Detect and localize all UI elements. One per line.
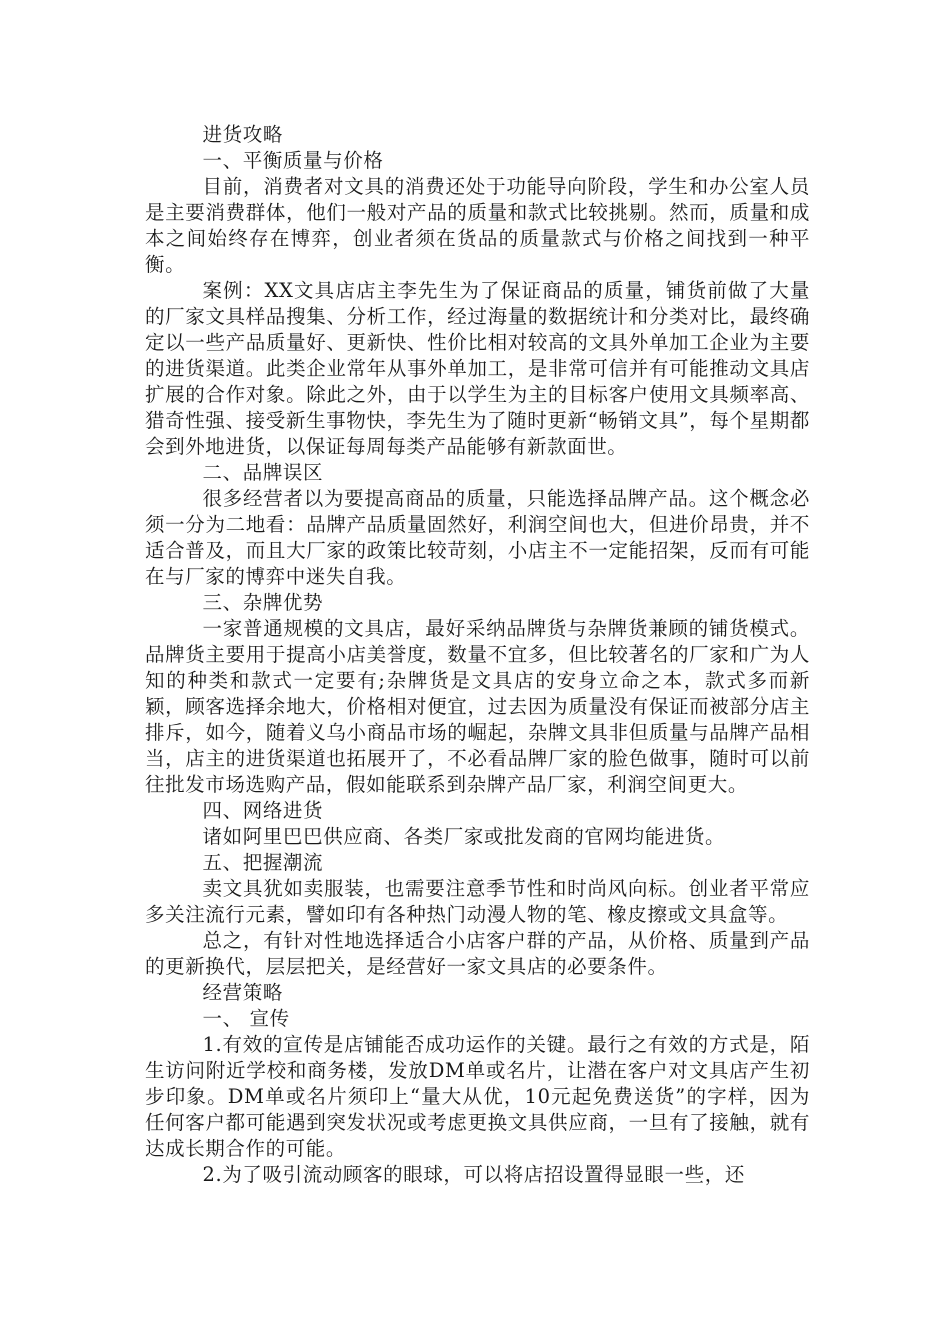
document-body <box>145 122 810 1188</box>
paragraph-publicity-1: 1.有效的宣传是店铺能否成功运作的关键。最行之有效的方式是，陌生访问附近学校和商务楼，发放DM单或名片，让潜在客户对文具店产生初步印象。DM单或名片须印上“量大从优，10元起免费送货”的字样，因为任何客户都可能遇到突发状况或考虑更换文具供应商，一旦有了接触，就有达成长期合作的可能。 <box>145 1033 810 1160</box>
paragraph-case-study: 案例：XX文具店店主李先生为了保证商品的质量，铺货前做了大量的厂家文具样品搜集、分析工作，经过海量的数据统计和分类对比，最终确定以一些产品质量好、更新快、性价比相对较高的文具外单加工企业为主要的进货渠道。此类企业常年从事外单加工，是非常可信并有可能推动文具店扩展的合作对象。除此之外，由于以学生为主的目标客户使用文具频率高、猎奇性强、接受新生事物快，李先生为了随时更新“畅销文具”，每个星期都会到外地进货，以保证每周每类产品能够有新款面世。 <box>145 279 810 458</box>
paragraph-generic-advantage: 一家普通规模的文具店，最好采纳品牌货与杂牌货兼顾的铺货模式。品牌货主要用于提高小店美誉度，数量不宜多，但比较著名的厂家和广为人知的种类和款式一定要有;杂牌货是文具店的安身立命之本，款式多而新颖，顾客选择余地大，价格相对便宜，过去因为质量没有保证而被部分店主排斥，如今，随着义乌小商品市场的崛起，杂牌文具非但质量与品牌产品相当，店主的进货渠道也拓展开了，不必看品牌厂家的脸色做事，随时可以前往批发市场选购产品，假如能联系到杂牌产品厂家，利润空间更大。 <box>145 617 810 796</box>
subheading-publicity: 一、 宣传 <box>202 1007 290 1030</box>
paragraph-summary: 总之，有针对性地选择适合小店客户群的产品，从价格、质量到产品的更新换代，层层把关，是经营好一家文具店的必要条件。 <box>145 929 810 978</box>
section-heading-business-strategy: 经营策略 <box>202 981 283 1004</box>
subheading-quality-price: 一、平衡质量与价格 <box>202 149 384 172</box>
subheading-generic-advantage: 三、杂牌优势 <box>202 591 324 614</box>
paragraph-trends: 卖文具犹如卖服装，也需要注意季节性和时尚风向标。创业者平常应多关注流行元素，譬如印有各种热门动漫人物的笔、橡皮擦或文具盒等。 <box>145 877 810 926</box>
section-heading-purchasing-strategy: 进货攻略 <box>202 123 283 146</box>
paragraph-online-purchasing: 诸如阿里巴巴供应商、各类厂家或批发商的官网均能进货。 <box>202 825 726 848</box>
subheading-brand-misconception: 二、品牌误区 <box>202 461 324 484</box>
subheading-online-purchasing: 四、网络进货 <box>202 799 324 822</box>
paragraph-brand-misconception: 很多经营者以为要提高商品的质量，只能选择品牌产品。这个概念必须一分为二地看：品牌产品质量固然好，利润空间也大，但进价昂贵，并不适合普及，而且大厂家的政策比较苛刻，小店主不一定能招架，反而有可能在与厂家的博弈中迷失自我。 <box>145 487 810 588</box>
subheading-trends: 五、把握潮流 <box>202 851 324 874</box>
paragraph-publicity-2: 2.为了吸引流动顾客的眼球，可以将店招设置得显眼一些，还 <box>202 1163 745 1186</box>
paragraph-quality-price: 目前，消费者对文具的消费还处于功能导向阶段，学生和办公室人员是主要消费群体，他们一般对产品的质量和款式比较挑剔。然而，质量和成本之间始终存在博弈，创业者须在货品的质量款式与价格之间找到一种平衡。 <box>145 175 810 276</box>
